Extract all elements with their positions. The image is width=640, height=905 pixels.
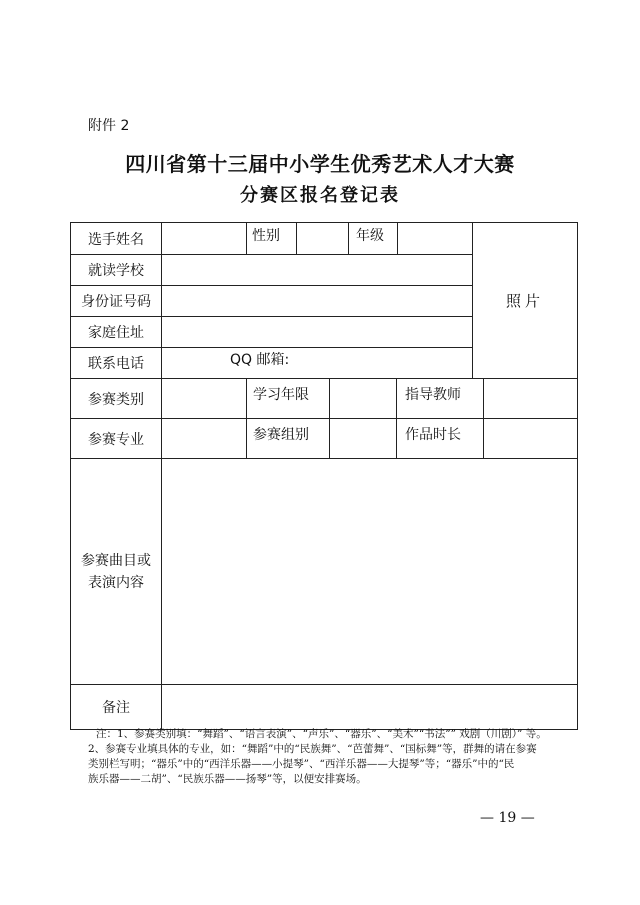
specialty-field[interactable] bbox=[162, 419, 246, 458]
duration-label: 作品时长 bbox=[405, 427, 461, 443]
teacher-label: 指导教师 bbox=[405, 387, 461, 403]
attachment-label: 附件 2 bbox=[88, 118, 130, 134]
photo-box[interactable] bbox=[473, 223, 577, 378]
remarks-field[interactable] bbox=[162, 685, 577, 729]
content-label-line1: 参赛曲目或 bbox=[81, 552, 151, 569]
table-border-right bbox=[577, 222, 578, 729]
grade-label: 年级 bbox=[356, 228, 384, 244]
address-label: 家庭住址 bbox=[88, 325, 144, 341]
teacher-field[interactable] bbox=[484, 379, 577, 418]
note-line: 族乐器——二胡”、“民族乐器——扬琴”等，以便安排赛场。 bbox=[88, 773, 367, 785]
qq-email-label: QQ 邮箱: bbox=[230, 352, 290, 368]
col-divider bbox=[396, 378, 397, 458]
col-divider bbox=[246, 378, 247, 458]
notes-block bbox=[88, 727, 576, 787]
note-line: 2、参赛专业填具体的专业，如：“舞蹈”中的“民族舞”、“芭蕾舞”、“国标舞”等，群舞的请在参赛 bbox=[88, 743, 537, 755]
note-line: 类别栏写明；“器乐”中的“西洋乐器——小提琴”、“西洋乐器——大提琴”等；“器乐”中的“民 bbox=[88, 758, 515, 770]
note-line: 注：1、参赛类别填：“舞蹈”、“语言表演”、“声乐”、“器乐”、“美术”“书法”” 戏剧（川剧）” 等。 bbox=[96, 728, 547, 740]
grade-field[interactable] bbox=[398, 223, 472, 254]
id-number-label: 身份证号码 bbox=[81, 294, 151, 310]
photo-label: 照片 bbox=[505, 292, 544, 310]
form-title: 四川省第十三届中小学生优秀艺术人才大赛 bbox=[125, 152, 515, 176]
form-subtitle: 分赛区报名登记表 bbox=[240, 185, 400, 206]
school-label: 就读学校 bbox=[88, 263, 144, 279]
content-field[interactable] bbox=[162, 459, 577, 684]
col-divider bbox=[348, 222, 349, 254]
school-field[interactable] bbox=[162, 255, 472, 285]
group-field[interactable] bbox=[330, 419, 396, 458]
specialty-label: 参赛专业 bbox=[88, 431, 144, 448]
category-label: 参赛类别 bbox=[88, 391, 144, 408]
page-number: — 19 — bbox=[480, 810, 535, 826]
address-field[interactable] bbox=[162, 317, 472, 347]
name-field[interactable] bbox=[162, 223, 246, 254]
group-label: 参赛组别 bbox=[253, 427, 309, 443]
name-label: 选手姓名 bbox=[88, 231, 144, 248]
phone-label: 联系电话 bbox=[88, 356, 144, 372]
duration-field[interactable] bbox=[484, 419, 577, 458]
gender-label: 性别 bbox=[252, 228, 280, 244]
content-label-line2: 表演内容 bbox=[88, 574, 144, 591]
col-divider bbox=[246, 222, 247, 254]
id-number-field[interactable] bbox=[162, 286, 472, 316]
gender-field[interactable] bbox=[297, 223, 348, 254]
category-field[interactable] bbox=[162, 379, 246, 418]
content-label bbox=[71, 459, 161, 684]
study-years-field[interactable] bbox=[330, 379, 396, 418]
study-years-label: 学习年限 bbox=[253, 387, 309, 403]
remarks-label: 备注 bbox=[102, 700, 130, 716]
